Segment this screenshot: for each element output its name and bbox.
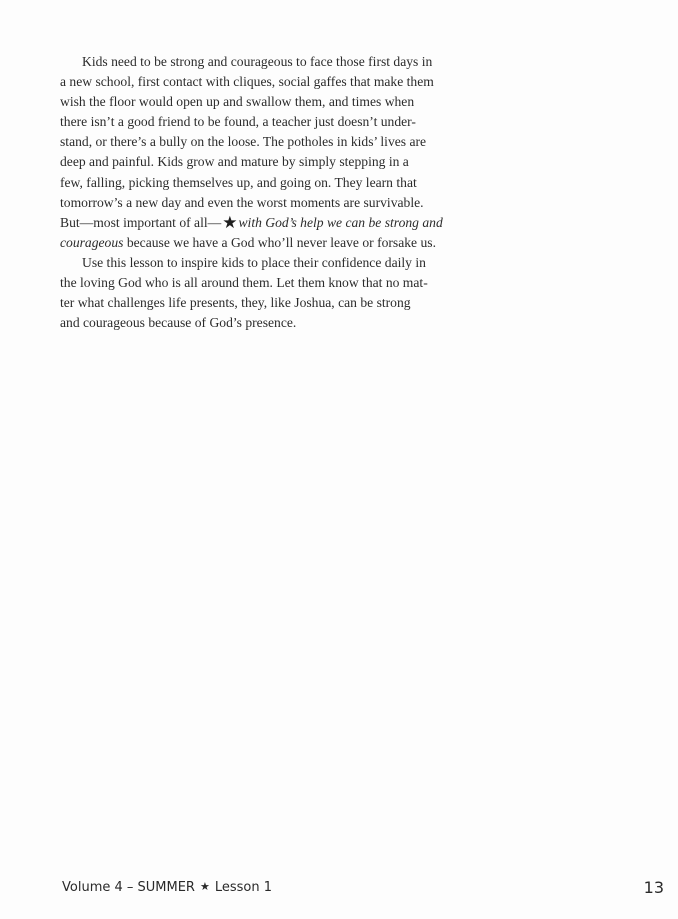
key-point-lead-in: But—most important of all— [60,214,222,230]
paragraph-1-line-10 [60,233,464,253]
paragraph-2-line-2: the loving God who is all around them. Let them know that no mat- [60,275,428,291]
paragraph-1-line-8: tomorrow’s a new day and even the worst moments are survivable. [60,194,424,210]
paragraph-1 [60,52,464,253]
paragraph-1-line-3: wish the floor would open up and swallow them, and times when [60,94,415,110]
paragraph-2-line-3: ter what challenges life presents, they, like Joshua, can be strong [60,295,411,311]
paragraph-2-line-4: and courageous because of God’s presence. [60,315,297,331]
footer-lesson: Lesson 1 [214,880,272,895]
footer-star-icon: ★ [199,880,210,893]
paragraph-1-line-4: there isn’t a good friend to be found, a teacher just doesn’t under- [60,114,416,130]
star-icon: ★ [222,212,238,233]
footer-volume: Volume 4 – SUMMER [62,880,195,895]
paragraph-1-line-6: deep and painful. Kids grow and mature by simply stepping in a [60,154,409,170]
key-point-italic-part-2: courageous [60,234,124,250]
key-point-italic-part-1: with God’s help we can be strong and [238,214,443,230]
paragraph-2 [60,253,464,333]
paragraph-1-line-5: stand, or there’s a bully on the loose. The potholes in kids’ lives are [60,134,427,150]
paragraph-1-line-1: Kids need to be strong and courageous to face those first days in [82,54,433,69]
footer-volume-lesson [62,880,272,895]
paragraph-1-line-9 [60,213,464,233]
paragraph-1-line-2: a new school, first contact with cliques, social gaffes that make them [60,74,434,90]
page-footer [62,878,664,900]
paragraph-2-line-1: Use this lesson to inspire kids to place their confidence daily in [82,254,426,270]
paragraph-1-line-7: few, falling, picking themselves up, and going on. They learn that [60,174,417,190]
page-number: 13 [643,878,664,897]
lesson-body-text [60,52,464,333]
key-point-rest: because we have a God who’ll never leave or forsake us. [123,234,436,250]
